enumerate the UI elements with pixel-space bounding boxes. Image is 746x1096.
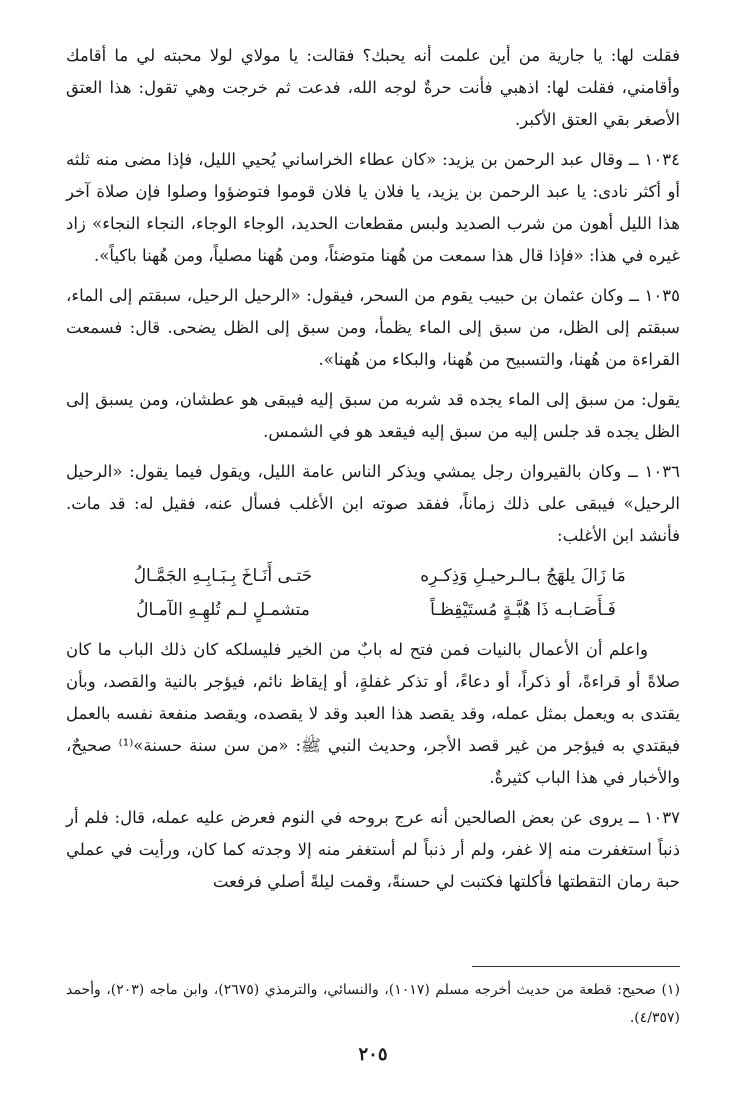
paragraph-intro: فقلت لها: يا جارية من أين علمت أنه يحبك؟ فقالت: يا مولاي لولا محبته لي ما أقامك وأقامني، فقلت لها: اذهبي فأنت حرةٌ لوجه الله، فدعت ثم خرجت وهي تقول: هذا العتق الأصغر بقي العتق الأكبر.	[66, 46, 680, 129]
poem-line	[90, 594, 656, 626]
poem-hemistich-first: فَـأَصَـابـه ذَا هُبَّـةٍ مُستَيْقِظـاً	[430, 600, 616, 620]
poem-hemistich-first: مَا زَالَ يلهَجُ بـالـرحيـلِ وَذِكـرِه	[420, 566, 626, 586]
poem-hemistich-second: حَتـى أَنَـاخَ بِـبَـابِـهِ الجَمَّـالُ	[133, 566, 313, 586]
page-number: ٢٠٥	[358, 1044, 388, 1065]
footnote-divider	[472, 966, 680, 967]
poem-hemistich-second: متشمـلٍ لـم تُلهِـهِ الآمـالُ	[136, 600, 310, 620]
paragraph-intentions: واعلم أن الأعمال بالنيات فمن فتح له بابٌ من الخير فليسلكه كان ذلك الباب ما كان صلاةً أو قراءةً، أو ذكراً، أو دعاءً، أو تذكر غفلةٍ، أو إيقاظ نائم، فيؤجر بالنية والقصد، وبأن يقتدى به ويعمل بمثل عمله، وقد يقصد هذا العبد وقد لا يقصده، ويقصد منفعة نفسه بالعمل فيقتدي به فيؤجر من غير قصد الأجر، وحديث النبي ﷺ: «من سن سنة حسنة»⁽¹⁾ صحيحٌ، والأخبار في هذا الباب كثيرةٌ.	[66, 640, 680, 787]
paragraph-1035: ١٠٣٥ ــ وكان عثمان بن حبيب يقوم من السحر، فيقول: «الرحيل الرحيل، سبقتم إلى الماء، سبقتم إلى الظل، من سبق إلى الماء يظمأ، ومن سبق إلى الظل يضحى. قال: فسمعت القراءة من هُهنا، والتسبيح من هُهنا، والبكاء من هُهنا».	[66, 286, 680, 369]
footnote: (١) صحيح: قطعة من حديث أخرجه مسلم (١٠١٧)، والنسائي، والترمذي (٢٦٧٥)، وابن ماجه (٢٠٣)، وأحمد (٤/٣٥٧).	[66, 982, 680, 1026]
paragraph-1036: ١٠٣٦ ــ وكان بالقيروان رجل يمشي ويذكر الناس عامة الليل، ويقول فيما يقول: «الرحيل الرحيل» فيبقى على ذلك زماناً، ففقد صوته ابن الأغلب فسأل عنه، فقيل له: قد مات. فأنشد ابن الأغلب:	[66, 462, 680, 545]
main-text	[66, 40, 680, 898]
poem-line	[90, 560, 656, 592]
paragraph-explanation: يقول: من سبق إلى الماء يجده قد شربه من سبق إليه فيبقى هو عطشان، ومن يسبق إلى الظل يجده قد جلس إليه من سبق إليه فيقعد هو في الشمس.	[66, 390, 680, 441]
paragraph-1034: ١٠٣٤ ــ وقال عبد الرحمن بن يزيد: «كان عطاء الخراساني يُحيي الليل، فإذا مضى منه ثلثه أو أكثر نادى: يا عبد الرحمن بن يزيد، يا فلان يا فلان قوموا فتوضؤوا وصلوا فإن صلاة آخر هذا الليل أهون من شرب الصديد ولبس مقطعات الحديد، الوجاء الوجاء، النجاء النجاء» زاد غيره في هذا: «فإذا قال هذا سمعت من هُهنا متوضئاً، ومن هُهنا مصلياً، ومن هُهنا باكياً».	[66, 150, 680, 265]
paragraph-1037: ١٠٣٧ ــ يروى عن بعض الصالحين أنه عرج بروحه في النوم فعرض عليه عمله، قال: فلم أر ذنباً استغفرت منه إلا غفر، ولم أر ذنباً لم أستغفر منه إلا وجدته كما كان، ورأيت في عملي حبة رمان التقطتها فأكلتها فكتبت لي حسنةً، وقمت ليلةً أصلي فرفعت	[66, 808, 680, 891]
poem	[90, 560, 656, 626]
